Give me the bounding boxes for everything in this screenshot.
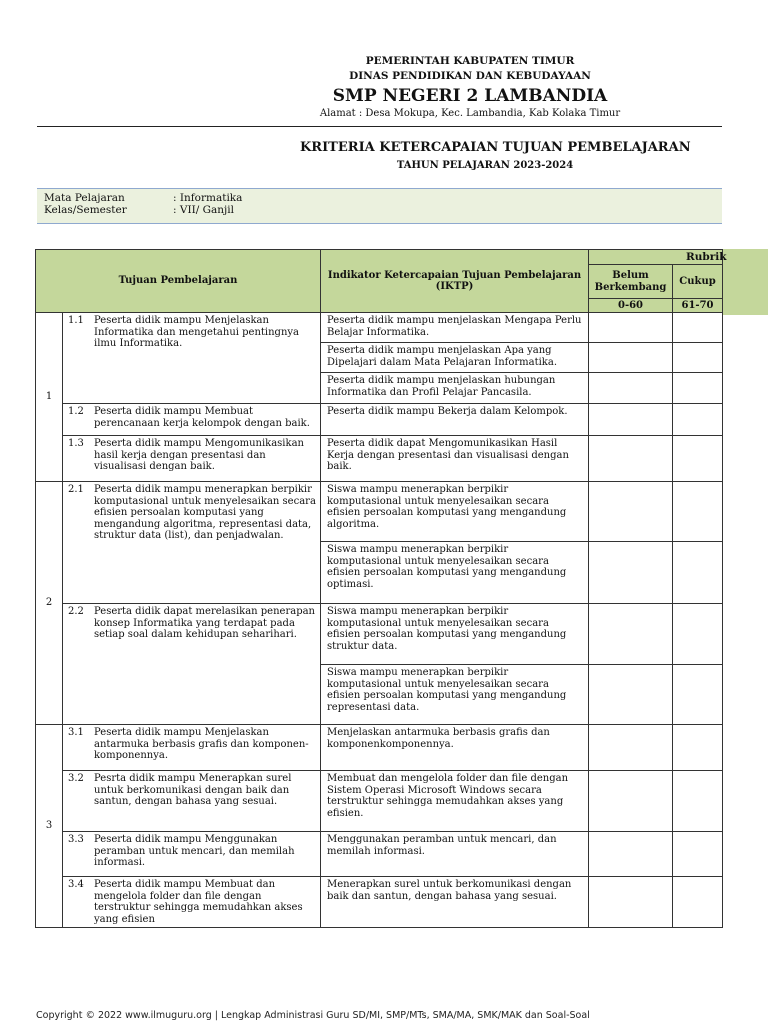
rubrik-label: Rubrik: [686, 251, 727, 263]
score-cell: [589, 542, 673, 604]
school-address: Alamat : Desa Mokupa, Kec. Lambandia, Kab Kolaka Timur: [319, 108, 621, 119]
tp-number: 2.2: [68, 606, 84, 617]
score-cell: [673, 604, 723, 665]
subject-info-box: [37, 188, 722, 224]
tp-cell: [63, 771, 321, 832]
school-name: SMP NEGERI 2 LAMBANDIA: [332, 86, 608, 106]
score-cell: [673, 482, 723, 542]
iktp-cell: Menjelaskan antarmuka berbasis grafis dan komponenkomponennya.: [321, 725, 589, 771]
score-cell: [589, 771, 673, 832]
header-cukup: Cukup: [673, 265, 723, 299]
dept-heading: DINAS PENDIDIKAN DAN KEBUDAYAAN: [349, 70, 591, 82]
tp-cell: [63, 725, 321, 771]
range-cukup: 61-70: [673, 299, 723, 313]
score-cell: [589, 725, 673, 771]
class-label: Kelas/Semester: [44, 204, 127, 216]
rubrik-header-extension: [722, 249, 768, 315]
score-cell: [673, 665, 723, 725]
score-cell: [589, 313, 673, 343]
group-number: 1: [36, 313, 63, 482]
tp-text: Peserta didik mampu menerapkan berpikir komputasional untuk menyelesaikan secara efisien persoalan komputasi yang mengandung algoritma, representasi data, struktur data (list), dan penjadwalan.: [94, 484, 316, 541]
tp-text: Peserta didik mampu Membuat perencanaan kerja kelompok dengan baik.: [94, 406, 310, 429]
tp-text: Peserta didik mampu Menggunakan peramban untuk mencari, dan memilah informasi.: [94, 834, 295, 868]
tp-cell: [63, 604, 321, 725]
tp-text: Peserta didik mampu Menjelaskan antarmuka berbasis grafis dan komponen-komponennya.: [94, 727, 309, 761]
tp-number: 2.1: [68, 484, 84, 495]
iktp-cell: Siswa mampu menerapkan berpikir komputasional untuk menyelesaikan secara efisien persoalan komputasi yang mengandung algoritma.: [321, 482, 589, 542]
range-belum: 0-60: [589, 299, 673, 313]
score-cell: [589, 436, 673, 482]
iktp-cell: Menggunakan peramban untuk mencari, dan memilah informasi.: [321, 832, 589, 877]
tp-cell: [63, 877, 321, 928]
tp-number: 1.1: [68, 315, 84, 326]
tp-number: 3.2: [68, 773, 84, 784]
score-cell: [589, 404, 673, 436]
header-tp: Tujuan Pembelajaran: [36, 250, 321, 313]
score-cell: [589, 604, 673, 665]
score-cell: [589, 373, 673, 404]
tp-number: 3.4: [68, 879, 84, 890]
tp-text: Peserta didik dapat merelasikan penerapan konsep Informatika yang terdapat pada setiap soal dalam kehidupan seharihari.: [94, 606, 316, 640]
score-cell: [589, 343, 673, 373]
iktp-cell: Membuat dan mengelola folder dan file dengan Sistem Operasi Microsoft Windows secara terstruktur sehingga memudahkan akses yang efisien.: [321, 771, 589, 832]
score-cell: [589, 482, 673, 542]
copyright-footer: Copyright © 2022 www.ilmuguru.org | Lengkap Administrasi Guru SD/MI, SMP/MTs, SMA/MA, SMK/MAK dan Soal-Soal: [36, 1010, 590, 1021]
score-cell: [673, 542, 723, 604]
tp-text: Peserta didik mampu Menjelaskan Informatika dan mengetahui pentingnya ilmu Informatika.: [94, 315, 300, 349]
score-cell: [673, 877, 723, 928]
score-cell: [673, 771, 723, 832]
tp-number: 3.1: [68, 727, 84, 738]
iktp-cell: Siswa mampu menerapkan berpikir komputasional untuk menyelesaikan secara efisien persoalan komputasi yang mengandung optimasi.: [321, 542, 589, 604]
score-cell: [589, 665, 673, 725]
iktp-cell: Menerapkan surel untuk berkomunikasi dengan baik dan santun, dengan bahasa yang sesuai.: [321, 877, 589, 928]
score-cell: [673, 343, 723, 373]
criteria-table: [35, 249, 723, 928]
header-belum: Belum Berkembang: [589, 265, 673, 299]
score-cell: [673, 313, 723, 343]
score-cell: [673, 373, 723, 404]
tp-number: 1.2: [68, 406, 84, 417]
document-title: KRITERIA KETERCAPAIAN TUJUAN PEMBELAJARAN: [300, 140, 691, 155]
header-iktp: Indikator Ketercapaian Tujuan Pembelajaran (IKTP): [321, 250, 589, 313]
tp-number: 1.3: [68, 438, 84, 449]
tp-cell: [63, 436, 321, 482]
tp-text: Peserta didik mampu Membuat dan mengelola folder dan file dengan terstruktur sehingga memudahkan akses yang efisien: [94, 879, 303, 925]
score-cell: [589, 832, 673, 877]
iktp-cell: Peserta didik mampu Bekerja dalam Kelompok.: [321, 404, 589, 436]
subject-label: Mata Pelajaran: [44, 192, 125, 204]
header-divider: [37, 126, 722, 127]
score-cell: [673, 725, 723, 771]
gov-heading: PEMERINTAH KABUPATEN TIMUR: [365, 55, 575, 67]
class-value: : VII/ Ganjil: [173, 204, 235, 216]
tp-text: Peserta didik mampu Mengomunikasikan hasil kerja dengan presentasi dan visualisasi dengan baik.: [94, 438, 304, 472]
tp-text: Pesrta didik mampu Menerapkan surel untuk berkomunikasi dengan baik dan santun, dengan bahasa yang sesuai.: [94, 773, 292, 807]
iktp-cell: Siswa mampu menerapkan berpikir komputasional untuk menyelesaikan secara efisien persoalan komputasi yang mengandung representasi data.: [321, 665, 589, 725]
iktp-cell: Peserta didik dapat Mengomunikasikan Hasil Kerja dengan presentasi dan visualisasi dengan baik.: [321, 436, 589, 482]
tp-cell: [63, 404, 321, 436]
score-cell: [589, 877, 673, 928]
group-number: 2: [36, 482, 63, 725]
iktp-cell: Peserta didik mampu menjelaskan hubungan Informatika dan Profil Pelajar Pancasila.: [321, 373, 589, 404]
score-cell: [673, 404, 723, 436]
tp-cell: [63, 832, 321, 877]
score-cell: [673, 832, 723, 877]
tp-cell: [63, 313, 321, 404]
iktp-cell: Peserta didik mampu menjelaskan Mengapa Perlu Belajar Informatika.: [321, 313, 589, 343]
academic-year: TAHUN PELAJARAN 2023-2024: [396, 160, 574, 171]
group-number: 3: [36, 725, 63, 928]
tp-cell: [63, 482, 321, 604]
score-cell: [673, 436, 723, 482]
iktp-cell: Peserta didik mampu menjelaskan Apa yang Dipelajari dalam Mata Pelajaran Informatika.: [321, 343, 589, 373]
subject-value: : Informatika: [173, 192, 243, 204]
iktp-cell: Siswa mampu menerapkan berpikir komputasional untuk menyelesaikan secara efisien persoalan komputasi yang mengandung struktur data.: [321, 604, 589, 665]
tp-number: 3.3: [68, 834, 84, 845]
